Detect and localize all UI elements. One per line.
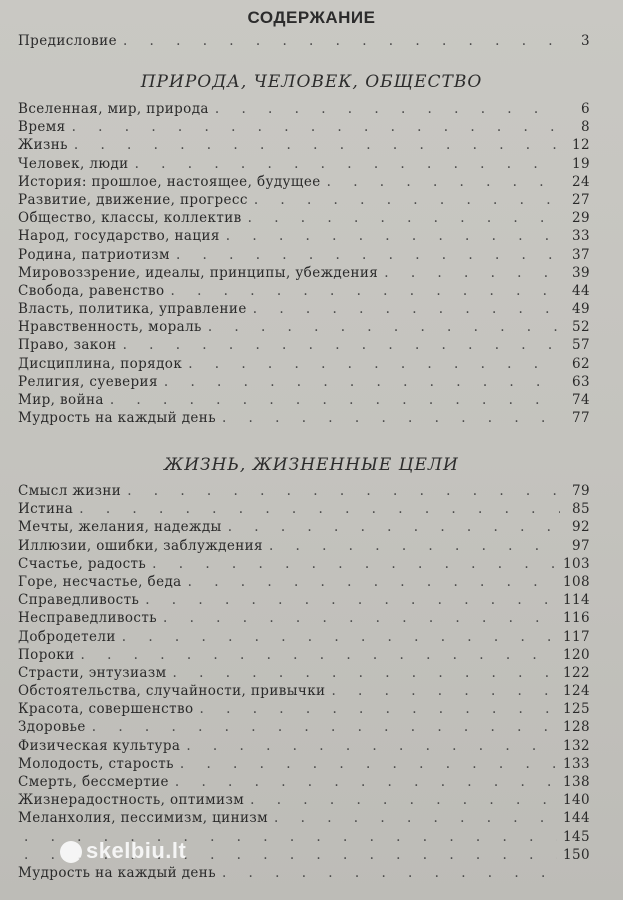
toc-entry-page: 144	[563, 810, 590, 827]
toc-entry-label: Смысл жизни	[18, 483, 122, 499]
toc-entry-label: Горе, несчастье, беда	[18, 573, 182, 590]
dot-leader	[208, 318, 560, 336]
toc-entry-page: 122	[563, 664, 590, 681]
toc-entry-page: 116	[563, 610, 590, 627]
dot-leader	[175, 773, 557, 791]
dot-leader	[164, 373, 560, 391]
toc-entry-page: 132	[563, 737, 590, 754]
toc-entry-page: 103	[563, 555, 590, 572]
dot-leader	[127, 482, 560, 500]
toc-entry-label: Мудрость на каждый день	[18, 864, 216, 881]
dot-leader	[145, 591, 557, 609]
dot-leader	[180, 755, 557, 773]
toc-entry	[18, 809, 590, 827]
toc-entry	[18, 682, 590, 700]
dot-leader	[222, 864, 560, 882]
toc-entry	[18, 791, 590, 809]
toc-entry-page: 57	[572, 337, 590, 354]
toc-entry	[18, 500, 590, 518]
dot-leader	[226, 227, 560, 245]
toc-entry-label: Обстоятельства, случайности, привычки	[18, 683, 326, 700]
dot-leader	[173, 664, 557, 682]
toc-entry	[18, 773, 590, 791]
toc-entry	[18, 318, 590, 336]
watermark-logo-icon	[60, 841, 82, 863]
toc-entry-page: 125	[563, 701, 590, 718]
dot-leader	[384, 264, 560, 282]
section-2-entries	[18, 482, 590, 882]
toc-entry	[18, 355, 590, 373]
toc-entry	[18, 173, 590, 191]
toc-entry-label: Вселенная, мир, природа	[18, 101, 209, 117]
toc-entry-page: 133	[563, 755, 590, 772]
dot-leader	[176, 246, 560, 264]
dot-leader	[171, 282, 561, 300]
toc-entry-page: 63	[572, 373, 590, 390]
toc-entry	[18, 282, 590, 300]
toc-entry-label: Религия, суеверия	[18, 373, 158, 390]
dot-leader	[79, 500, 560, 518]
dot-leader	[81, 646, 558, 664]
toc-entry	[18, 209, 590, 227]
watermark-text: skelbiu.lt	[86, 838, 187, 863]
toc-entry-page: 29	[572, 210, 590, 227]
dot-leader	[250, 791, 557, 809]
dot-leader	[331, 682, 557, 700]
toc-entry-label: Народ, государство, нация	[18, 228, 220, 245]
toc-entry	[18, 628, 590, 646]
dot-leader	[110, 391, 560, 409]
toc-entry-label: Мировоззрение, идеалы, принципы, убеждения	[18, 264, 379, 281]
toc-entry-label: Пороки	[18, 646, 75, 663]
dot-leader	[269, 537, 560, 555]
toc-entry-page: 19	[572, 155, 590, 172]
toc-entry-page: 27	[572, 191, 590, 208]
toc-entry-page: 79	[572, 483, 590, 499]
toc-entry-page: 138	[563, 774, 590, 790]
dot-leader	[123, 32, 560, 50]
toc-entry-label: Мечты, желания, надежды	[18, 519, 222, 536]
toc-entry-label: Человек, люди	[18, 155, 129, 172]
toc-entry	[18, 718, 590, 736]
toc-entry-label: Родина, патриотизм	[18, 246, 170, 263]
dot-leader	[152, 555, 557, 573]
dot-leader	[200, 700, 557, 718]
dot-leader	[122, 628, 557, 646]
toc-entry-page: 140	[563, 792, 590, 809]
toc-entry-page: 77	[572, 410, 590, 427]
toc-entry	[18, 409, 590, 427]
toc-entry	[18, 737, 590, 755]
toc-entry-label: Счастье, радость	[18, 555, 147, 572]
section-heading-1: ПРИРОДА, ЧЕЛОВЕК, ОБЩЕСТВО	[140, 72, 483, 92]
toc-entry	[18, 700, 590, 718]
toc-entry-page: 33	[572, 228, 590, 245]
toc-entry	[18, 100, 590, 118]
toc-entry	[18, 300, 590, 318]
toc-entry	[18, 482, 590, 500]
dot-leader	[188, 355, 560, 373]
toc-entry-label: Общество, классы, коллектив	[18, 210, 242, 227]
toc-entry	[18, 664, 590, 682]
toc-entry	[18, 755, 590, 773]
toc-entry	[18, 246, 590, 264]
toc-entry-page: 3	[581, 33, 590, 49]
toc-entry	[18, 373, 590, 391]
toc-entry-preface	[18, 32, 590, 50]
dot-leader	[254, 191, 560, 209]
watermark	[60, 838, 186, 864]
toc-entry	[18, 537, 590, 555]
toc-entry	[18, 864, 590, 882]
toc-entry-label: Справедливость	[18, 592, 140, 609]
dot-leader	[186, 737, 557, 755]
dot-leader	[72, 118, 560, 136]
preface-list	[18, 32, 590, 50]
toc-entry	[18, 136, 590, 154]
dot-leader	[188, 573, 557, 591]
toc-entry-page: 44	[572, 282, 590, 299]
dot-leader	[163, 609, 557, 627]
toc-entry-label: Дисциплина, порядок	[18, 355, 183, 372]
dot-leader	[248, 209, 560, 227]
toc-entry	[18, 155, 590, 173]
toc-entry-page: 39	[572, 264, 590, 281]
dot-leader	[123, 336, 560, 354]
toc-entry-label: История: прошлое, настоящее, будущее	[18, 173, 321, 190]
toc-entry-label: Время	[18, 119, 66, 136]
toc-entry-label: Свобода, равенство	[18, 282, 165, 299]
toc-entry-label: Иллюзии, ошибки, заблуждения	[18, 537, 263, 554]
dot-leader	[74, 136, 560, 154]
toc-entry-page: 74	[572, 392, 590, 408]
toc-entry-page: 128	[563, 719, 590, 736]
toc-entry-label: Истина	[18, 501, 74, 518]
toc-entry	[18, 391, 590, 409]
toc-entry-page: 85	[572, 501, 590, 518]
toc-entry-label: Добродетели	[18, 628, 116, 645]
section-heading-2: ЖИЗНЬ, ЖИЗНЕННЫЕ ЦЕЛИ	[164, 455, 459, 475]
toc-entry-label: Несправедливость	[18, 610, 157, 627]
dot-leader	[274, 809, 557, 827]
toc-entry-label: Право, закон	[18, 337, 117, 354]
dot-leader	[327, 173, 560, 191]
toc-entry-page: 117	[563, 628, 590, 645]
toc-entry	[18, 555, 590, 573]
toc-entry-label: Жизнерадостность, оптимизм	[18, 792, 245, 809]
toc-entry	[18, 118, 590, 136]
toc-entry-label: Смерть, бессмертие	[18, 774, 169, 790]
toc-entry	[18, 518, 590, 536]
toc-entry	[18, 264, 590, 282]
toc-entry-page: 145	[563, 828, 590, 845]
toc-entry-label: Нравственность, мораль	[18, 319, 202, 336]
toc-entry	[18, 609, 590, 627]
toc-entry-label: Мудрость на каждый день	[18, 410, 216, 427]
toc-entry-label: Здоровье	[18, 719, 86, 736]
toc-entry	[18, 646, 590, 664]
toc-entry-page: 97	[572, 537, 590, 554]
toc-entry-label: Красота, совершенство	[18, 701, 194, 718]
toc-entry-page: 8	[581, 119, 590, 136]
toc-entry-page: 92	[572, 519, 590, 536]
toc-entry-label: Страсти, энтузиазм	[18, 664, 167, 681]
dot-leader	[253, 300, 560, 318]
toc-entry-page: 108	[563, 573, 590, 590]
dot-leader	[228, 518, 560, 536]
toc-entry-page: 12	[572, 137, 590, 154]
section-1-entries	[18, 100, 590, 427]
toc-entry	[18, 191, 590, 209]
toc-entry	[18, 573, 590, 591]
toc-entry-label: Власть, политика, управление	[18, 301, 247, 318]
toc-entry-page: 62	[572, 355, 590, 372]
dot-leader	[92, 718, 557, 736]
toc-entry-page: 114	[563, 592, 590, 609]
toc-entry	[18, 336, 590, 354]
toc-entry-label: Физическая культура	[18, 737, 181, 754]
toc-entry-page: 24	[572, 173, 590, 190]
toc-entry-page: 120	[563, 646, 590, 663]
toc-entry-page: 37	[572, 246, 590, 263]
toc-entry-label: Предисловие	[18, 33, 117, 49]
toc-entry	[18, 591, 590, 609]
toc-entry-page: 52	[572, 319, 590, 336]
dot-leader	[222, 409, 560, 427]
dot-leader	[135, 155, 560, 173]
toc-entry-label: Молодость, старость	[18, 755, 174, 772]
toc-entry-label: Жизнь	[18, 137, 68, 154]
toc-entry-page: 150	[563, 846, 590, 863]
toc-entry-page: 49	[572, 301, 590, 318]
toc-entry	[18, 227, 590, 245]
toc-entry-label: Развитие, движение, прогресс	[18, 191, 248, 208]
page-title: СОДЕРЖАНИЕ	[247, 8, 376, 27]
toc-entry-label: Мир, война	[18, 392, 104, 408]
toc-entry-page: 124	[563, 683, 590, 700]
dot-leader	[215, 100, 560, 118]
toc-entry-label: Меланхолия, пессимизм, цинизм	[18, 810, 269, 827]
toc-entry-page: 6	[581, 101, 590, 117]
